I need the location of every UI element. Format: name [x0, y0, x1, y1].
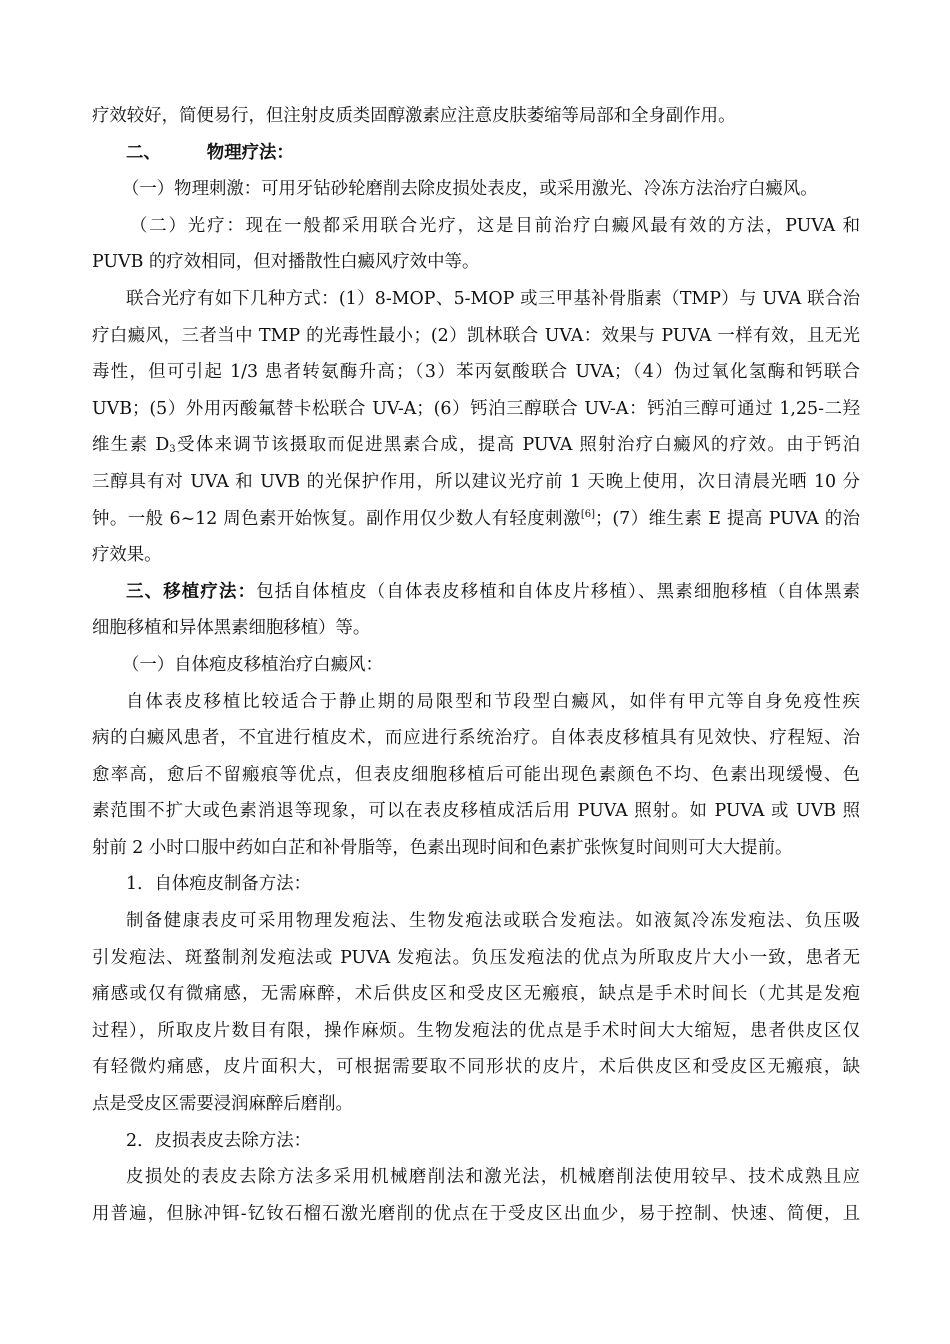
paragraph-line: 皮损处的表皮去除方法多采用机械磨削法和激光法，机械磨削法使用较早、技术成熟且应	[126, 1167, 860, 1188]
text-segment: 受体来调节该摄取而促进黑素合成，提高 PUVA 照射治疗白癜风的疗效。由于钙泊	[175, 435, 860, 456]
paragraph-line: 点是受皮区需要浸润麻醉后磨削。	[92, 1094, 353, 1115]
paragraph-line: 细胞移植和异体黑素细胞移植）等。	[92, 618, 371, 639]
paragraph-line: 制备健康表皮可采用物理发疱法、生物发疱法或联合发疱法。如液氮冷冻发疱法、负压吸	[126, 911, 860, 932]
paragraph-line: UVB；(5）外用丙酸氟替卡松联合 UV-A；(6）钙泊三醇联合 UV-A：钙泊三醇可通过 1,25-二羟	[92, 398, 860, 419]
section-heading-physical-therapy	[92, 135, 860, 172]
citation-superscript: [6]	[580, 508, 595, 520]
paragraph-line	[92, 501, 860, 538]
paragraph-line: 自体表皮移植比较适合于静止期的局限型和节段型白癜风，如伴有甲亢等自身免疫性疾	[126, 691, 860, 712]
text-segment: ；(7）维生素 E 提高 PUVA 的治	[595, 508, 860, 529]
paragraph-line: 引发疱法、斑蝥制剂发疱法或 PUVA 发疱法。负压发疱法的优点为所取皮片大小一致，患者无	[92, 947, 860, 968]
subscript: 3	[169, 444, 176, 456]
paragraph-line: 痛感或仅有微痛感，无需麻醉，术后供皮区和受皮区无瘢痕，缺点是手术时间长（尤其是发疱	[92, 984, 860, 1005]
paragraph-line: （一）物理刺激：可用牙钻砂轮磨削去除皮损处表皮，或采用激光、冷冻方法治疗白癜风。	[122, 179, 818, 200]
heading-number: 二、	[126, 142, 161, 163]
heading-title: 物理疗法：	[206, 142, 294, 163]
paragraph-line: 愈率高，愈后不留瘢痕等优点，但表皮细胞移植后可能出现色素颜色不均、色素出现缓慢、色	[92, 764, 860, 785]
text-segment: 维生素 D	[92, 435, 170, 456]
heading-label: 三、移植疗法：	[126, 581, 257, 602]
paragraph-line	[92, 427, 860, 464]
paragraph-line: 有轻微灼痛感，皮片面积大，可根据需要取不同形状的皮片，术后供皮区和受皮区无瘢痕，缺	[92, 1057, 860, 1078]
numbered-heading: 2．皮损表皮去除方法：	[126, 1130, 311, 1151]
paragraph-line: 疗效果。	[92, 545, 162, 566]
paragraph-line: 射前 2 小时口服中药如白芷和补骨脂等，色素出现时间和色素扩张恢复时间则可大大提前。	[92, 837, 793, 858]
paragraph-line: （二）光疗：现在一般都采用联合光疗，这是目前治疗白癜风最有效的方法，PUVA 和	[130, 215, 860, 236]
paragraph-line: 疗白癜风，三者当中 TMP 的光毒性最小；(2）凯林联合 UVA：效果与 PUVA 一样有效，且无光	[92, 325, 860, 346]
paragraph-line: 过程），所取皮片数目有限，操作麻烦。生物发疱法的优点是手术时间大大缩短，患者供皮区仅	[92, 1020, 860, 1041]
text-segment: 钟。一般 6~12 周色素开始恢复。副作用仅少数人有轻度刺激	[92, 508, 581, 529]
paragraph-line: 毒性，但可引起 1/3 患者转氨酶升高；（3）苯丙氨酸联合 UVA；（4）伪过氧化氢酶和钙联合	[92, 362, 860, 383]
paragraph-line: 联合光疗有如下几种方式：(1）8-MOP、5-MOP 或三甲基补骨脂素（TMP）与 UVA 联合治	[126, 288, 860, 309]
paragraph-line: 疗效较好，简便易行，但注射皮质类固醇激素应注意皮肤萎缩等局部和全身副作用。	[92, 106, 736, 126]
paragraph-line: 三醇具有对 UVA 和 UVB 的光保护作用，所以建议光疗前 1 天晚上使用，次日清晨光晒 10 分	[92, 471, 860, 492]
numbered-heading: 1．自体疱皮制备方法：	[126, 874, 311, 895]
heading-text: 包括自体植皮（自体表皮移植和自体皮片移植）、黑素细胞移植（自体黑素	[256, 581, 860, 602]
section-heading-transplant-therapy	[92, 574, 860, 611]
paragraph-line: PUVB 的疗效相同，但对播散性白癜风疗效中等。	[92, 252, 480, 273]
paragraph-line: 用普遍，但脉冲铒-钇钕石榴石激光磨削的优点在于受皮区出血少，易于控制、快速、简便，且	[92, 1203, 860, 1224]
subsection-heading: （一）自体疱皮移植治疗白癜风：	[122, 654, 383, 675]
paragraph-line: 病的白癜风患者，不宜进行植皮术，而应进行系统治疗。自体表皮移植具有见效快、疗程短、治	[92, 728, 860, 749]
paragraph-line: 素范围不扩大或色素消退等现象，可以在表皮移植成活后用 PUVA 照射。如 PUVA 或 UVB 照	[92, 801, 860, 822]
